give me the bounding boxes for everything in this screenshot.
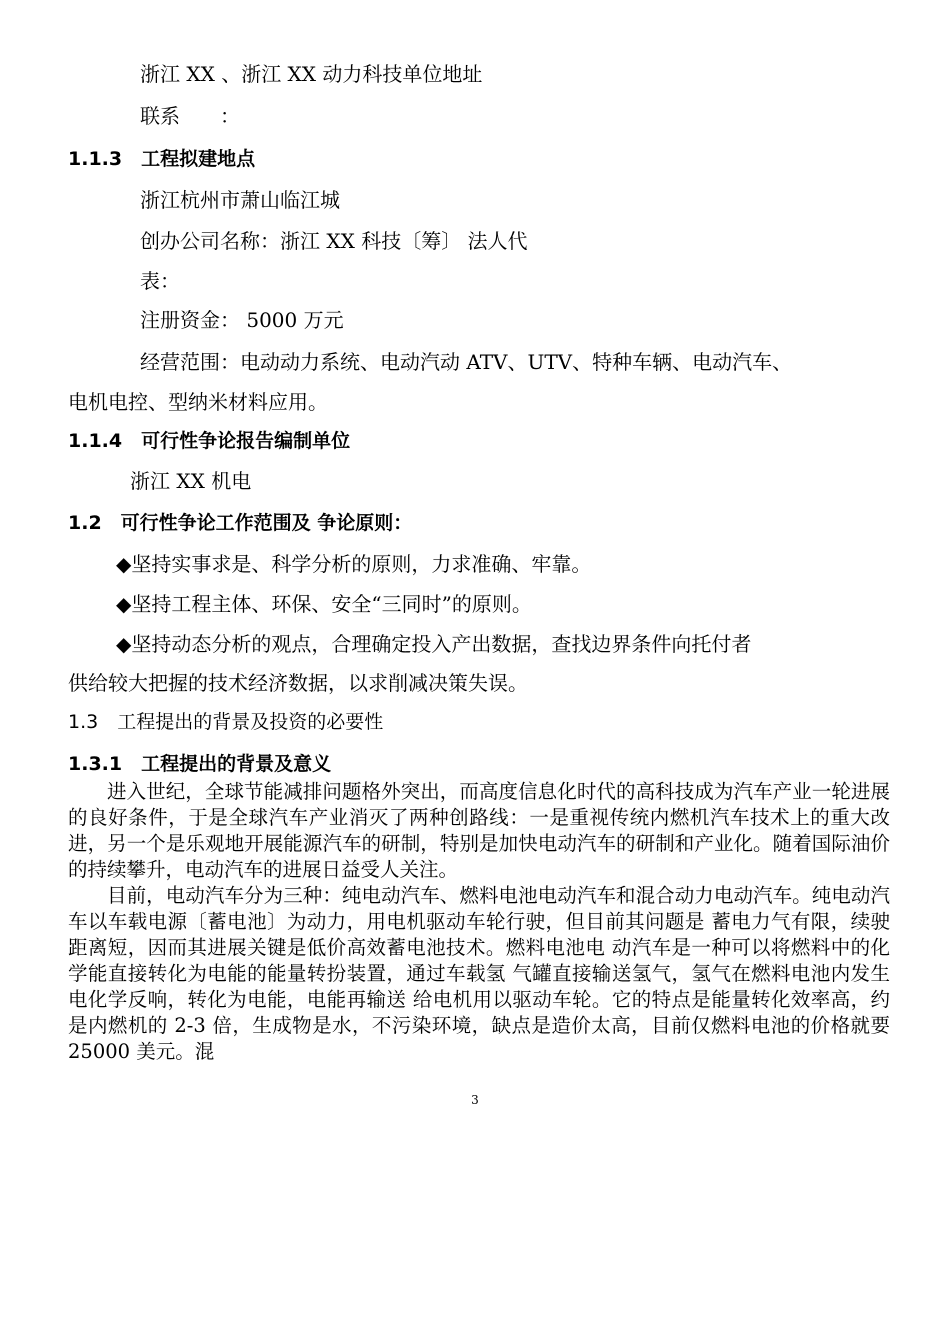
company-name-line: 创办公司名称：浙江 XX 科技〔筹〕 法人代 [140,229,528,253]
background-body [68,779,890,1065]
paragraph-1: 进入世纪，全球节能减排问题格外突出，而高度信息化时代的高科技成为汽车产业一轮进展的良好条件，于是全球汽车产业消灭了两种创路线：一是重视传统内燃机汽车技术上的重大改进，另一个是乐观地开展能源汽车的研制，特别是加快电动汽车的研制和产业化。随着国际油价的持续攀升，电动汽车的进展日益受人关注。 [68,780,890,881]
heading-1-1-3: 1.1.3 工程拟建地点 [68,148,256,170]
principle-bullet-2: ◆坚持工程主体、环保、安全“三同时”的原则。 [116,592,532,616]
paragraph-2: 目前，电动汽车分为三种：纯电动汽车、燃料电池电动汽车和混合动力电动汽车。纯电动汽车以车载电源〔蓄电池〕为动力，用电机驱动车轮行驶，但目前其问题是 蓄电力气有限，续驶距离短，因而其进展关键是低价高效蓄电池技术。燃料电池电 动汽车是一种可以将燃料中的化学能直接转化为电能的能量转扮装置，通过车载氢 气罐直接输送氢气，氢气在燃料电池内发生电化学反响，转化为电能，电能再输送 给电机用以驱动车轮。它的特点是能量转化效率高，约是内燃机的 2-3 倍，生成物是水，不污染环境，缺点是造价太高，目前仅燃料电池的价格就要 25000 美元。混 [68,884,890,1063]
compiler-line: 浙江 XX 机电 [130,469,252,493]
heading-1-2: 1.2 可行性争论工作范围及 争论原则： [68,512,413,534]
principle-bullet-1: ◆坚持实事求是、科学分析的原则，力求准确、牢靠。 [116,552,592,576]
business-scope-line: 经营范围：电动动力系统、电动汽动 ATV、UTV、特种车辆、电动汽车、 [140,350,793,374]
representative-line: 表： [140,269,180,293]
principle-bullet-3: ◆坚持动态分析的观点，合理确定投入产出数据，查找边界条件向托付者 [116,632,752,656]
business-scope-cont: 电机电控、型纳米材料应用。 [68,390,328,414]
heading-1-3-1: 1.3.1 工程提出的背景及意义 [68,753,332,775]
unit-address-line: 浙江 XX 、浙江 XX 动力科技单位地址 [140,62,483,86]
contact-line: 联系 ： [140,104,240,128]
location-line: 浙江杭州市萧山临江城 [140,188,340,212]
capital-line: 注册资金： 5000 万元 [140,308,344,332]
heading-1-3: 1.3 工程提出的背景及投资的必要性 [68,711,384,733]
principle-bullet-3-cont: 供给较大把握的技术经济数据，以求削减决策失误。 [68,671,528,695]
page-number: 3 [471,1093,479,1107]
heading-1-1-4: 1.1.4 可行性争论报告编制单位 [68,430,351,452]
